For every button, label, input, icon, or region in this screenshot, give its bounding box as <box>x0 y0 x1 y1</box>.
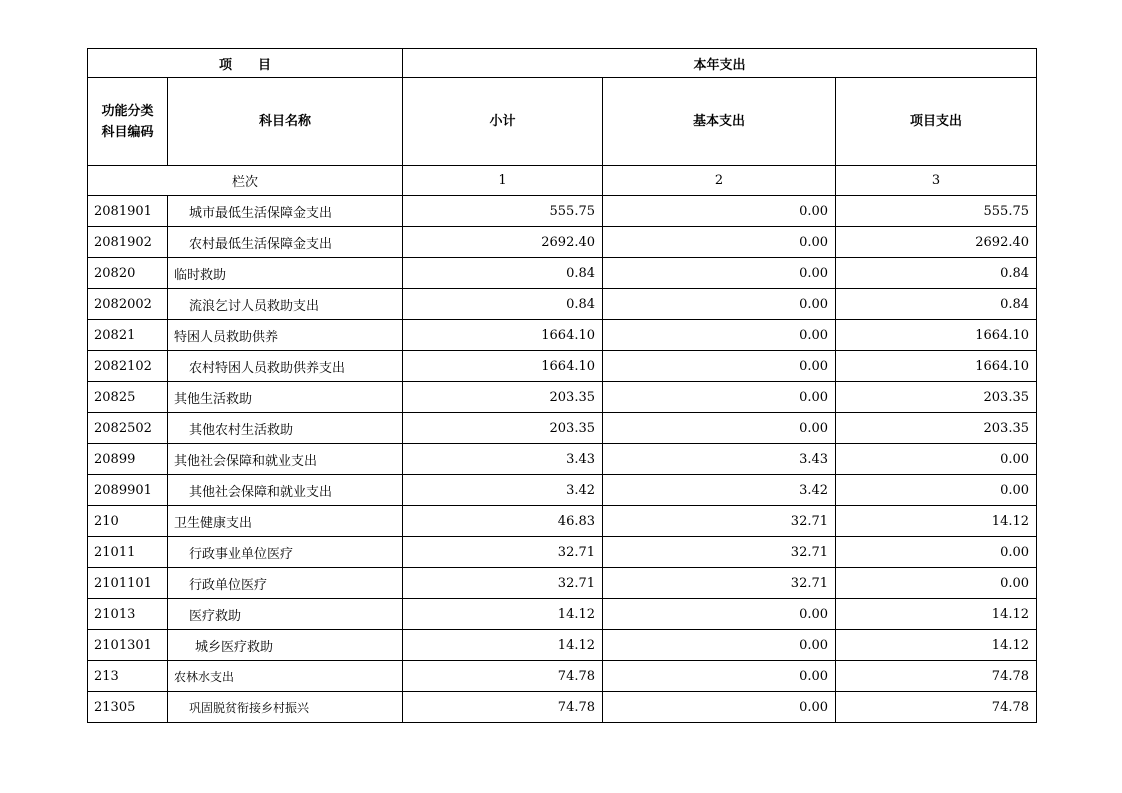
name-cell: 医疗救助 <box>168 599 403 630</box>
subtotal-cell: 32.71 <box>403 537 603 568</box>
basic-cell: 0.00 <box>603 289 836 320</box>
code-cell: 21305 <box>88 692 168 723</box>
header-project-expense: 项目支出 <box>836 78 1037 166</box>
subtotal-cell: 1664.10 <box>403 320 603 351</box>
name-cell: 城乡医疗救助 <box>168 630 403 661</box>
table-row <box>88 289 1037 320</box>
expenditure-table <box>87 48 1037 723</box>
column-index-1: 1 <box>403 166 603 196</box>
name-cell: 其他社会保障和就业支出 <box>168 475 403 506</box>
basic-cell: 0.00 <box>603 382 836 413</box>
header-row-top <box>88 49 1037 78</box>
table-row <box>88 196 1037 227</box>
name-cell: 特困人员救助供养 <box>168 320 403 351</box>
name-cell: 临时救助 <box>168 258 403 289</box>
name-cell: 其他社会保障和就业支出 <box>168 444 403 475</box>
subtotal-cell: 0.84 <box>403 258 603 289</box>
code-cell: 20825 <box>88 382 168 413</box>
name-cell: 其他生活救助 <box>168 382 403 413</box>
table-row <box>88 351 1037 382</box>
basic-cell: 0.00 <box>603 196 836 227</box>
name-cell: 农林水支出 <box>168 661 403 692</box>
header-project: 项 目 <box>88 49 403 78</box>
basic-cell: 0.00 <box>603 227 836 258</box>
table-row <box>88 475 1037 506</box>
basic-cell: 3.42 <box>603 475 836 506</box>
code-cell: 2101301 <box>88 630 168 661</box>
name-cell: 其他农村生活救助 <box>168 413 403 444</box>
table-body <box>88 196 1037 723</box>
table-row <box>88 537 1037 568</box>
header-subtotal: 小计 <box>403 78 603 166</box>
project-cell: 555.75 <box>836 196 1037 227</box>
basic-cell: 0.00 <box>603 320 836 351</box>
subtotal-cell: 46.83 <box>403 506 603 537</box>
project-cell: 0.84 <box>836 258 1037 289</box>
subtotal-cell: 1664.10 <box>403 351 603 382</box>
subtotal-cell: 3.43 <box>403 444 603 475</box>
basic-cell: 0.00 <box>603 692 836 723</box>
project-cell: 203.35 <box>836 382 1037 413</box>
table-row <box>88 320 1037 351</box>
subtotal-cell: 14.12 <box>403 599 603 630</box>
basic-cell: 32.71 <box>603 537 836 568</box>
table-row <box>88 413 1037 444</box>
table-row <box>88 382 1037 413</box>
project-cell: 14.12 <box>836 599 1037 630</box>
basic-cell: 32.71 <box>603 568 836 599</box>
basic-cell: 0.00 <box>603 413 836 444</box>
code-cell: 21013 <box>88 599 168 630</box>
header-subject-name: 科目名称 <box>168 78 403 166</box>
code-cell: 2081901 <box>88 196 168 227</box>
header-func-code-text: 功能分类 科目编码 <box>101 103 154 140</box>
project-cell: 203.35 <box>836 413 1037 444</box>
column-label: 栏次 <box>88 166 403 196</box>
table-row <box>88 630 1037 661</box>
project-cell: 0.00 <box>836 537 1037 568</box>
code-cell: 2101101 <box>88 568 168 599</box>
subtotal-cell: 74.78 <box>403 692 603 723</box>
subtotal-cell: 555.75 <box>403 196 603 227</box>
project-cell: 14.12 <box>836 506 1037 537</box>
basic-cell: 0.00 <box>603 661 836 692</box>
table-row <box>88 258 1037 289</box>
code-cell: 2081902 <box>88 227 168 258</box>
name-cell: 卫生健康支出 <box>168 506 403 537</box>
name-cell: 农村特困人员救助供养支出 <box>168 351 403 382</box>
table-row <box>88 661 1037 692</box>
subtotal-cell: 0.84 <box>403 289 603 320</box>
code-cell: 20820 <box>88 258 168 289</box>
header-basic: 基本支出 <box>603 78 836 166</box>
basic-cell: 32.71 <box>603 506 836 537</box>
name-cell: 行政单位医疗 <box>168 568 403 599</box>
subtotal-cell: 14.12 <box>403 630 603 661</box>
project-cell: 2692.40 <box>836 227 1037 258</box>
subtotal-cell: 2692.40 <box>403 227 603 258</box>
subtotal-cell: 203.35 <box>403 413 603 444</box>
table-row <box>88 568 1037 599</box>
code-cell: 2082102 <box>88 351 168 382</box>
header-func-code <box>88 78 168 166</box>
table-row <box>88 599 1037 630</box>
subtotal-cell: 3.42 <box>403 475 603 506</box>
project-cell: 74.78 <box>836 692 1037 723</box>
header-row-columns <box>88 78 1037 166</box>
code-cell: 210 <box>88 506 168 537</box>
table-row <box>88 444 1037 475</box>
basic-cell: 0.00 <box>603 351 836 382</box>
code-cell: 2089901 <box>88 475 168 506</box>
code-cell: 213 <box>88 661 168 692</box>
basic-cell: 0.00 <box>603 630 836 661</box>
code-cell: 2082502 <box>88 413 168 444</box>
code-cell: 20821 <box>88 320 168 351</box>
header-row-column-index <box>88 166 1037 196</box>
name-cell: 农村最低生活保障金支出 <box>168 227 403 258</box>
project-cell: 1664.10 <box>836 320 1037 351</box>
name-cell: 城市最低生活保障金支出 <box>168 196 403 227</box>
column-index-2: 2 <box>603 166 836 196</box>
table-row <box>88 692 1037 723</box>
basic-cell: 0.00 <box>603 258 836 289</box>
subtotal-cell: 203.35 <box>403 382 603 413</box>
basic-cell: 0.00 <box>603 599 836 630</box>
table-row <box>88 227 1037 258</box>
code-cell: 21011 <box>88 537 168 568</box>
subtotal-cell: 32.71 <box>403 568 603 599</box>
name-cell: 流浪乞讨人员救助支出 <box>168 289 403 320</box>
project-cell: 0.00 <box>836 475 1037 506</box>
table-row <box>88 506 1037 537</box>
project-cell: 14.12 <box>836 630 1037 661</box>
basic-cell: 3.43 <box>603 444 836 475</box>
column-index-3: 3 <box>836 166 1037 196</box>
project-cell: 74.78 <box>836 661 1037 692</box>
code-cell: 20899 <box>88 444 168 475</box>
subtotal-cell: 74.78 <box>403 661 603 692</box>
header-expense-this-year: 本年支出 <box>403 49 1037 78</box>
code-cell: 2082002 <box>88 289 168 320</box>
project-cell: 0.84 <box>836 289 1037 320</box>
project-cell: 1664.10 <box>836 351 1037 382</box>
project-cell: 0.00 <box>836 568 1037 599</box>
name-cell: 巩固脱贫衔接乡村振兴 <box>168 692 403 723</box>
name-cell: 行政事业单位医疗 <box>168 537 403 568</box>
project-cell: 0.00 <box>836 444 1037 475</box>
